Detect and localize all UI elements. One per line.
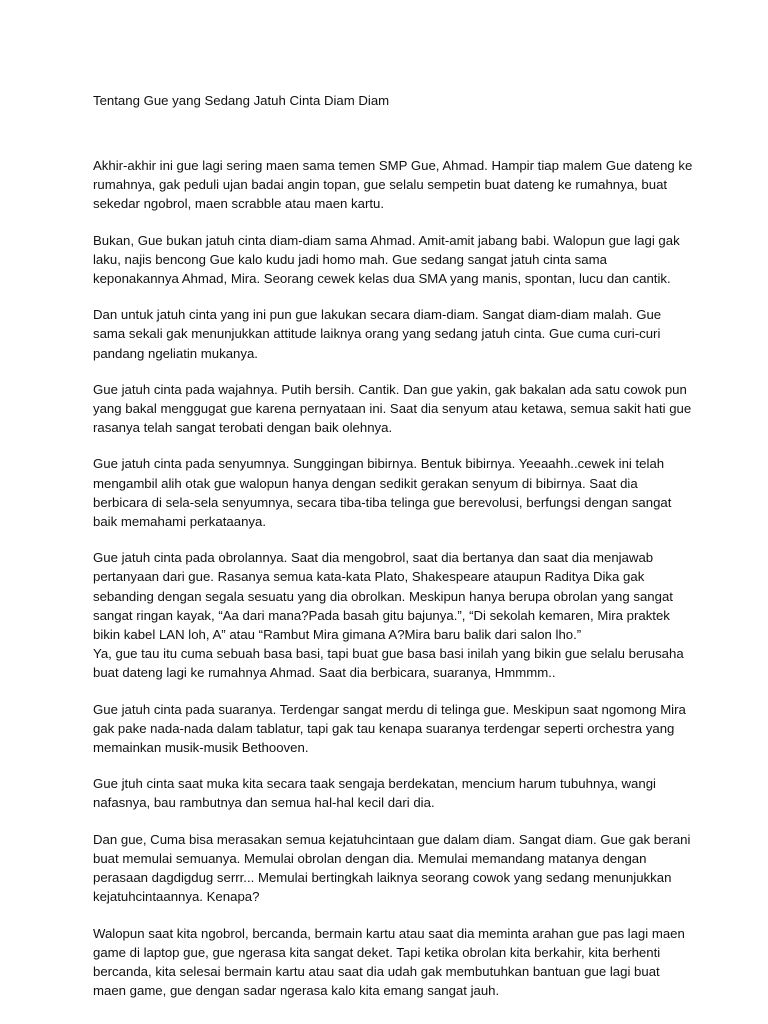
paragraph-8: Gue jtuh cinta saat muka kita secara taak sengaja berdekatan, mencium harum tubuhnya, wangi nafasnya, bau rambutnya dan semua hal-hal kecil dari dia. [93, 776, 656, 811]
paragraph-6: Gue jatuh cinta pada obrolannya. Saat dia mengobrol, saat dia bertanya dan saat dia menjawab pertanyaan dari gue. Rasanya semua kata-kata Plato, Shakespeare ataupun Raditya Dika gak sebanding dengan segala sesuatu yang dia obrolkan. Meskipun hanya berupa obrolan yang sangat sangat ringan kayak, “Aa dari mana?Pada basah gitu bajunya.”, “Di sekolah kemaren, Mira praktek bikin kabel LAN loh, A” atau “Rambut Mira gimana A?Mira baru balik dari salon lho.” Ya, gue tau itu cuma sebuah basa basi, tapi buat gue basa basi inilah yang bikin gue selalu berusaha buat dateng lagi ke rumahnya Ahmad. Saat dia berbicara, suaranya, Hmmmm.. [93, 550, 684, 681]
document-page [93, 91, 693, 1000]
paragraph-4: Gue jatuh cinta pada wajahnya. Putih bersih. Cantik. Dan gue yakin, gak bakalan ada satu cowok pun yang bakal menggugat gue karena pernyataan ini. Saat dia senyum atau ketawa, semua sakit hati gue rasanya telah sangat terobati dengan baik olehnya. [93, 381, 692, 436]
document-title: Tentang Gue yang Sedang Jatuh Cinta Diam Diam [93, 93, 390, 108]
paragraph-7: Gue jatuh cinta pada suaranya. Terdengar sangat merdu di telinga gue. Meskipun saat ngomong Mira gak pake nada-nada dalam tablatur, tapi gak tau kenapa suaranya terdengar seperti orchestra yang memainkan musik-musik Bethooven. [93, 701, 686, 756]
paragraph-5: Gue jatuh cinta pada senyumnya. Sunggingan bibirnya. Bentuk bibirnya. Yeeaahh..cewek ini telah mengambil alih otak gue walopun hanya dengan sedikit gerakan senyum di bibirnya. Saat dia berbicara di sela-sela senyumnya, secara tiba-tiba telinga gue berevolusi, berfungsi dengan sangat baik memahami perkataanya. [93, 456, 672, 530]
paragraph-10: Walopun saat kita ngobrol, bercanda, bermain kartu atau saat dia meminta arahan gue pas lagi maen game di laptop gue, gue ngerasa kita sangat deket. Tapi ketika obrolan kita berkahir, kita berhenti bercanda, kita selesai bermain kartu atau saat dia udah gak membutuhkan bantuan gue lagi buat maen game, gue dengan sadar ngerasa kalo kita emang sangat jauh. [93, 925, 685, 999]
paragraph-9: Dan gue, Cuma bisa merasakan semua kejatuhcintaan gue dalam diam. Sangat diam. Gue gak berani buat memulai semuanya. Memulai obrolan dengan dia. Memulai memandang matanya dengan perasaan dagdigdug serrr... Memulai bertingkah laiknya seorang cowok yang sedang menunjukkan kejatuhcintaannya. Kenapa? [93, 831, 691, 905]
paragraph-3: Dan untuk jatuh cinta yang ini pun gue lakukan secara diam-diam. Sangat diam-diam malah. Gue sama sekali gak menunjukkan attitude laiknya orang yang sedang jatuh cinta. Gue cuma curi-curi pandang ngeliatin mukanya. [93, 307, 662, 361]
paragraph-1: Akhir-akhir ini gue lagi sering maen sama temen SMP Gue, Ahmad. Hampir tiap malem Gue dateng ke rumahnya, gak peduli ujan badai angin topan, gue selalu sempetin buat dateng ke rumahnya, buat sekedar ngobrol, maen scrabble atau maen kartu. [93, 158, 693, 212]
paragraph-2: Bukan, Gue bukan jatuh cinta diam-diam sama Ahmad. Amit-amit jabang babi. Walopun gue lagi gak laku, najis bencong Gue kalo kudu jadi homo mah. Gue sedang sangat jatuh cinta sama keponakannya Ahmad, Mira. Seorang cewek kelas dua SMA yang manis, spontan, lucu dan cantik. [93, 232, 680, 287]
